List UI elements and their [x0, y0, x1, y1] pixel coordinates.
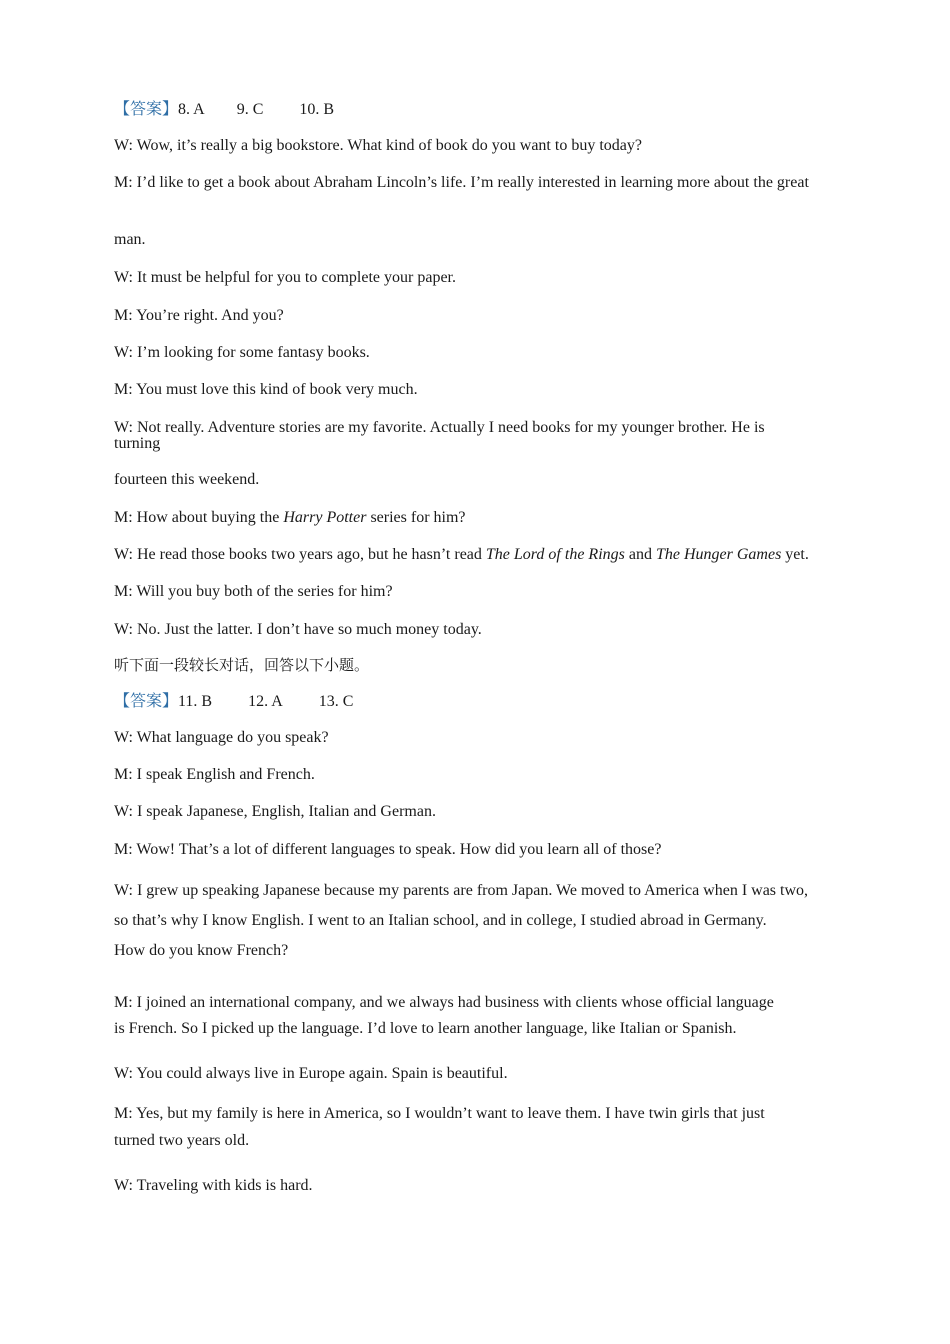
dialogue-line: How do you know French? [114, 942, 289, 959]
dialogue-line: M: You’re right. And you? [114, 307, 284, 324]
dialogue-line: so that’s why I know English. I went to an Italian school, and in college, I studied abroad in Germany. [114, 912, 767, 929]
dialogue-line: W: I speak Japanese, English, Italian and German. [114, 803, 436, 820]
line-suffix: series for him? [366, 509, 466, 526]
dialogue-line: W: Wow, it’s really a big bookstore. What kind of book do you want to buy today? [114, 137, 642, 154]
answer-10: 10. B [299, 101, 335, 118]
line-prefix: M: How about buying the [114, 509, 284, 526]
dialogue-line: W: It must be helpful for you to complete your paper. [114, 269, 456, 286]
dialogue-line: W: Traveling with kids is hard. [114, 1177, 313, 1194]
dialogue-line: W: I grew up speaking Japanese because my parents are from Japan. We moved to America when I was two, [114, 882, 809, 899]
answer-13: 13. C [318, 693, 354, 710]
dialogue-line: W: I’m looking for some fantasy books. [114, 344, 370, 361]
dialogue-line: M: Wow! That’s a lot of different languages to speak. How did you learn all of those? [114, 841, 662, 858]
dialogue-line-rings [114, 546, 809, 564]
line-prefix: W: He read those books two years ago, but he hasn’t read [114, 546, 486, 563]
dialogue-line: fourteen this weekend. [114, 471, 260, 488]
dialogue-line: W: No. Just the latter. I don’t have so much money today. [114, 621, 482, 638]
answer-12: 12. A [248, 693, 283, 710]
dialogue-line: M: I joined an international company, and we always had business with clients whose official language [114, 994, 774, 1011]
answer-row-1 [114, 101, 334, 119]
answer-9: 9. C [236, 101, 264, 118]
book-title: The Hunger Games [655, 546, 782, 563]
dialogue-line: W: What language do you speak? [114, 729, 329, 746]
line-suffix: yet. [781, 546, 809, 563]
answer-row-2 [114, 693, 353, 711]
line-middle: and [624, 546, 656, 563]
answer-label: 【答案】 [114, 101, 179, 118]
dialogue-line: turned two years old. [114, 1132, 250, 1149]
answer-8: 8. A [178, 101, 205, 118]
dialogue-line: W: You could always live in Europe again. Spain is beautiful. [114, 1065, 508, 1082]
dialogue-line: M: I speak English and French. [114, 766, 315, 783]
book-title: The Lord of the Rings [485, 546, 625, 563]
dialogue-line: M: Will you buy both of the series for him? [114, 583, 393, 600]
dialogue-line: M: You must love this kind of book very much. [114, 381, 418, 398]
dialogue-line-harry-potter [114, 509, 466, 527]
dialogue-line: man. [114, 231, 146, 248]
instruction-text: 听下面一段较长对话，回答以下小题。 [114, 656, 370, 674]
dialogue-line: W: Not really. Adventure stories are my favorite. Actually I need books for my younger brother. He is [114, 419, 765, 436]
dialogue-line: M: I’d like to get a book about Abraham Lincoln’s life. I’m really interested in learning more about the great [114, 174, 809, 191]
dialogue-line: is French. So I picked up the language. I’d love to learn another language, like Italian or Spanish. [114, 1020, 737, 1037]
dialogue-line: turning [114, 435, 161, 452]
book-title: Harry Potter [283, 509, 367, 526]
dialogue-line: M: Yes, but my family is here in America, so I wouldn’t want to leave them. I have twin girls that just [114, 1105, 765, 1122]
answer-label: 【答案】 [114, 693, 179, 710]
answer-11: 11. B [178, 693, 213, 710]
